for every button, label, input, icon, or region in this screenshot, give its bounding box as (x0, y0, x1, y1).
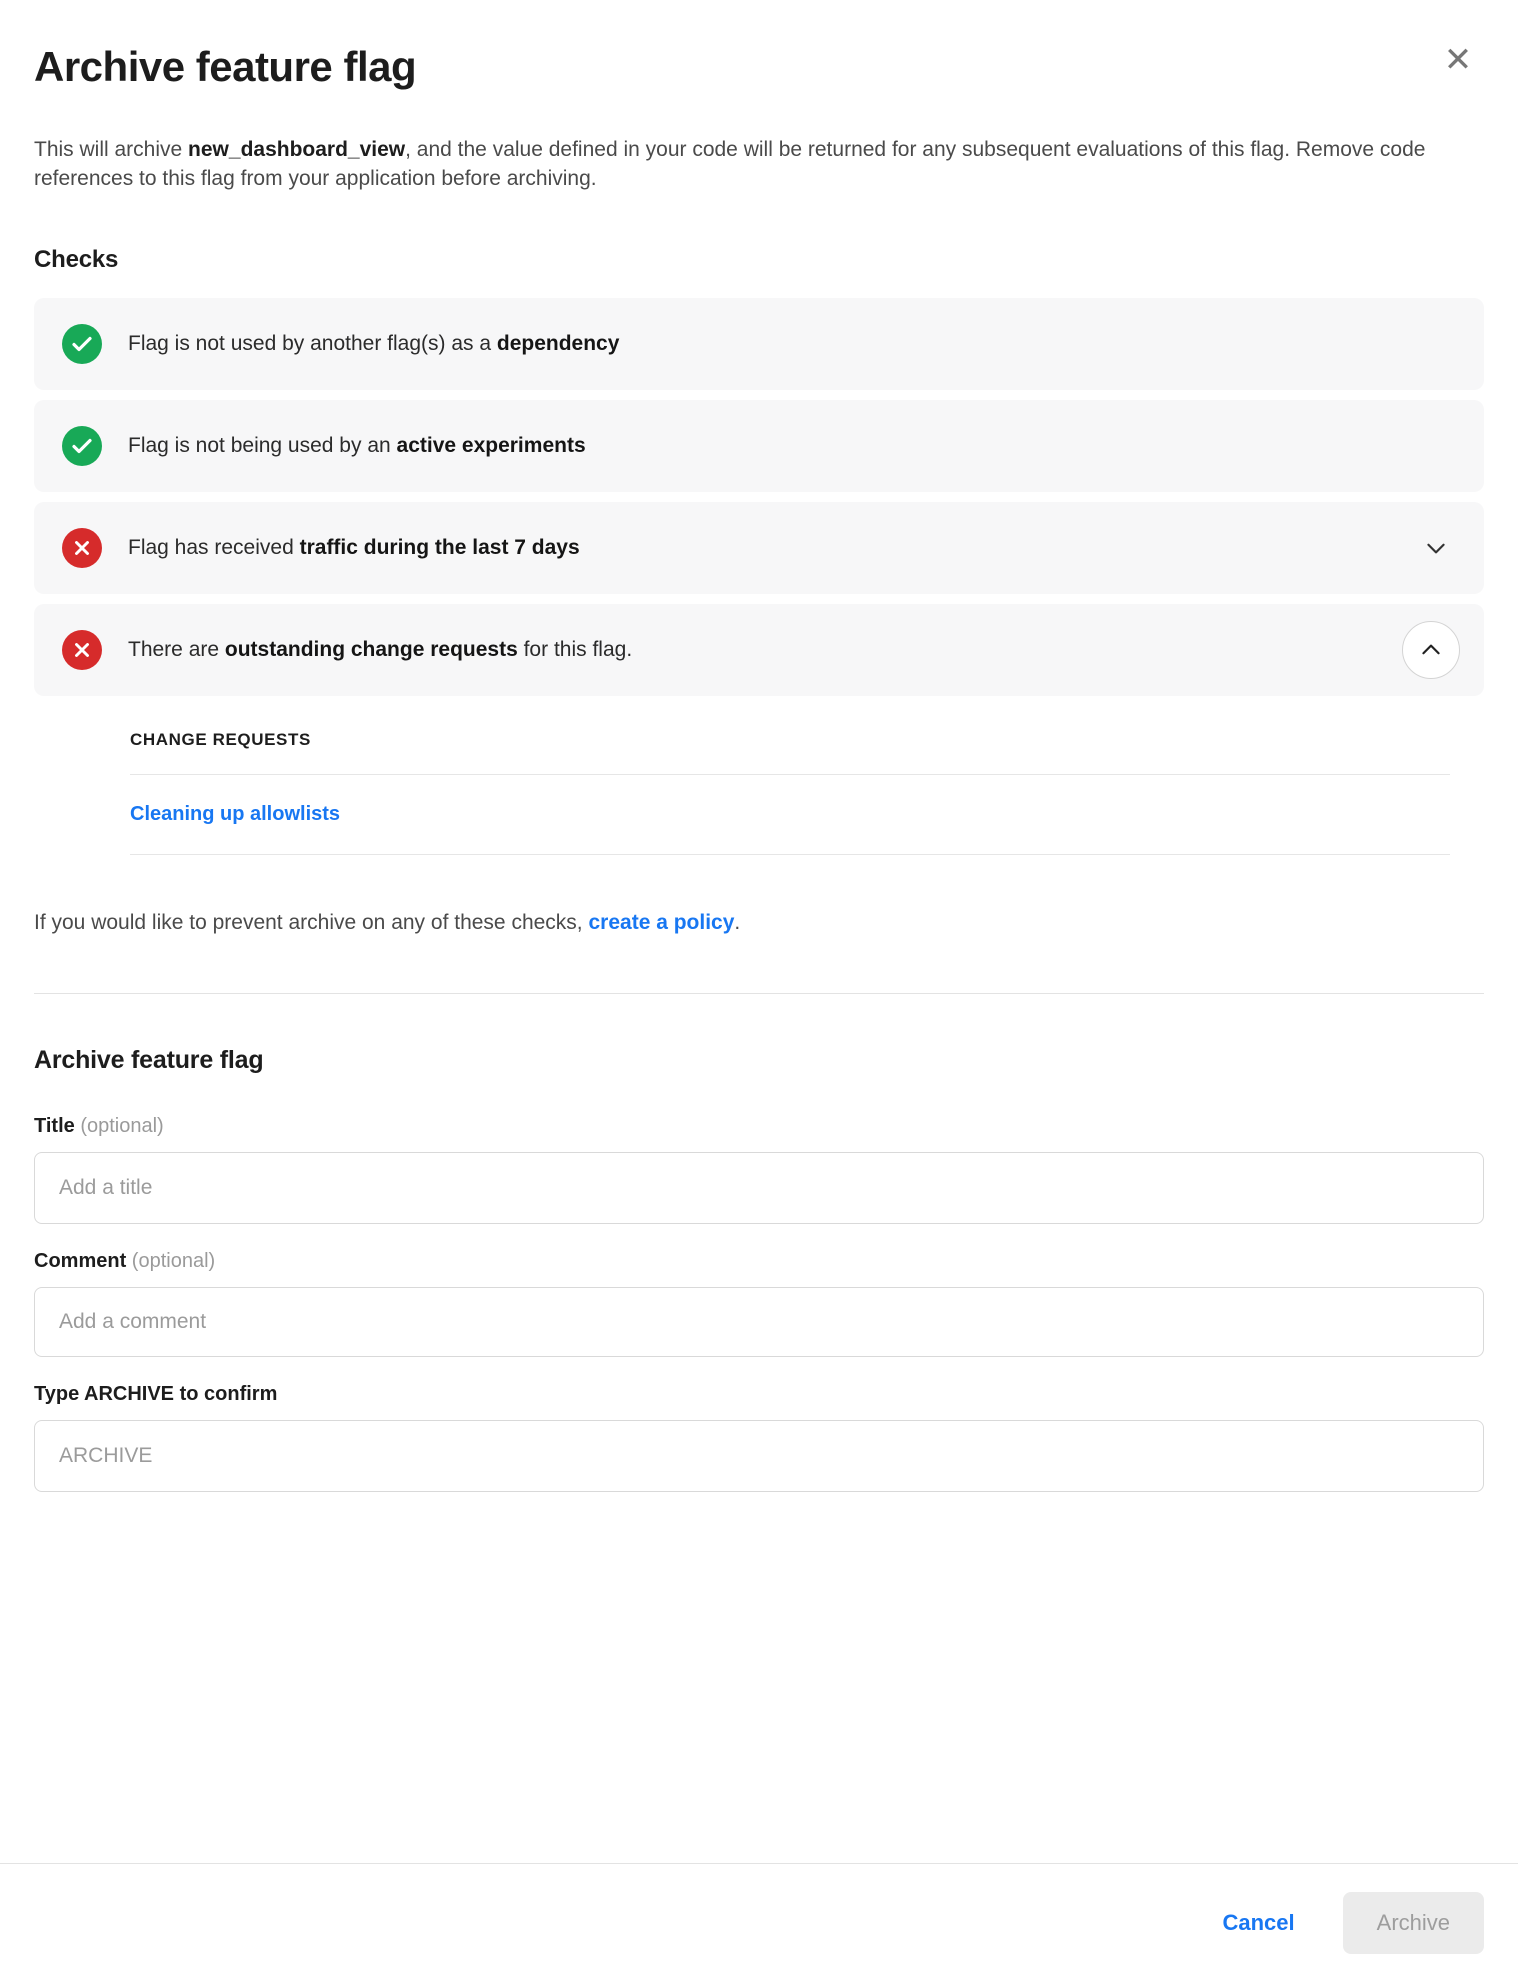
check-text-after: for this flag. (517, 638, 633, 662)
modal-description (34, 136, 1434, 194)
change-requests-label: CHANGE REQUESTS (130, 730, 1450, 775)
description-suffix: , and the value defined in your code will be returned for any subsequent evaluations of this flag. Remove code references to this flag from your application before archiving. (34, 138, 1426, 191)
modal-footer (0, 1863, 1518, 1984)
check-row (34, 400, 1484, 492)
checks-heading: Checks (34, 246, 119, 274)
x-circle-icon (62, 630, 102, 670)
description-prefix: This will archive (34, 138, 189, 162)
title-input[interactable] (34, 1152, 1484, 1224)
check-row[interactable] (34, 502, 1484, 594)
comment-input[interactable] (34, 1287, 1484, 1357)
check-text-before: Flag is not used by another flag(s) as a (128, 332, 497, 356)
comment-label-text: Comment (34, 1250, 127, 1273)
check-text-before: Flag has received (128, 536, 300, 560)
list-item[interactable] (130, 775, 1450, 855)
check-text-strong: traffic during the last 7 days (299, 536, 580, 560)
comment-field-label (34, 1250, 1484, 1273)
comment-optional-text: (optional) (131, 1250, 216, 1273)
check-text-strong: dependency (496, 332, 620, 356)
change-requests-expansion (34, 696, 1484, 855)
confirm-field-label: Type ARCHIVE to confirm (34, 1383, 278, 1406)
check-row (34, 298, 1484, 390)
policy-note-suffix: . (734, 911, 741, 935)
chevron-up-icon[interactable] (1402, 621, 1460, 679)
page-title: Archive feature flag (34, 43, 417, 90)
policy-note (34, 911, 1484, 935)
check-label (128, 432, 1456, 459)
flag-name: new_dashboard_view (188, 138, 406, 162)
title-field-label (34, 1115, 1484, 1138)
create-policy-link[interactable]: create a policy (588, 911, 735, 935)
check-text-strong: active experiments (396, 434, 586, 458)
title-label-text: Title (34, 1115, 75, 1138)
check-circle-icon (62, 426, 102, 466)
check-text-before: Flag is not being used by an (128, 434, 397, 458)
confirm-archive-input[interactable] (34, 1420, 1484, 1492)
archive-button[interactable]: Archive (1343, 1892, 1484, 1954)
close-icon[interactable]: ✕ (1440, 42, 1476, 78)
change-request-link[interactable]: Cleaning up allowlists (130, 803, 341, 826)
check-row[interactable] (34, 604, 1484, 696)
check-text-strong: outstanding change requests (224, 638, 518, 662)
chevron-down-icon[interactable] (1416, 528, 1456, 568)
check-circle-icon (62, 324, 102, 364)
check-label (128, 330, 1456, 357)
form-heading: Archive feature flag (34, 1046, 264, 1075)
policy-note-text: If you would like to prevent archive on any of these checks, (34, 911, 589, 935)
check-text-before: There are (128, 638, 225, 662)
check-label (128, 534, 1416, 561)
cancel-button[interactable]: Cancel (1200, 1896, 1316, 1950)
x-circle-icon (62, 528, 102, 568)
check-label (128, 636, 1456, 663)
title-optional-text: (optional) (80, 1115, 164, 1138)
divider (34, 993, 1484, 994)
